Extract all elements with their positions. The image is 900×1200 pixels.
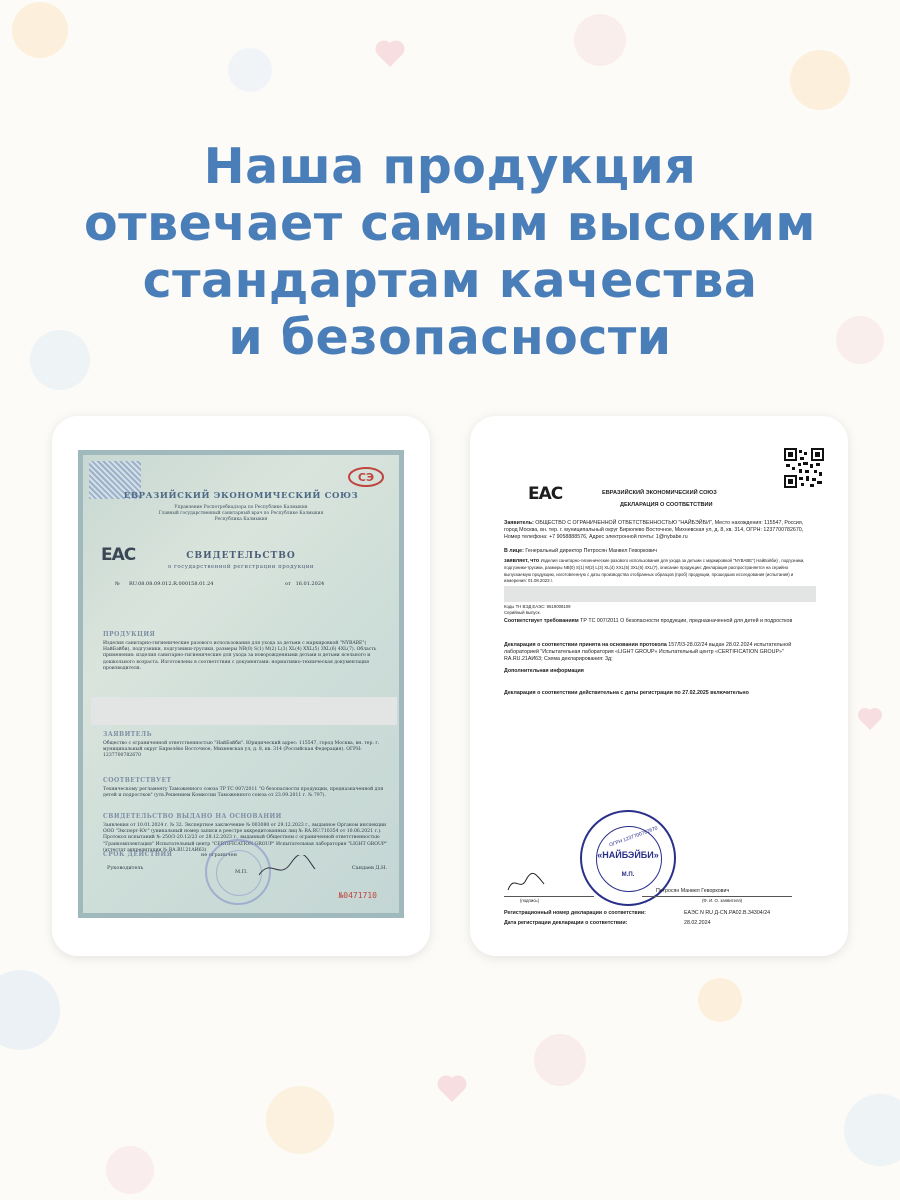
registration-certificate xyxy=(78,450,404,918)
decl-title: ДЕКЛАРАЦИЯ О СООТВЕТСТВИИ xyxy=(620,502,713,508)
signature-icon xyxy=(506,872,546,894)
certificate-card xyxy=(52,416,430,956)
stamp-mp: М.П. xyxy=(621,872,635,878)
decl-serial: Серийный выпуск. xyxy=(504,610,541,615)
eac-mark-icon: ЕАС xyxy=(528,484,563,504)
declaration-of-conformity xyxy=(492,444,826,924)
redacted-area xyxy=(91,697,397,725)
cert-term-heading: СРОК ДЕЙСТВИЯ xyxy=(103,851,173,858)
signature-line xyxy=(504,896,594,897)
stamp-brand: «НАЙБЭЙБИ» xyxy=(597,850,659,860)
eac-mark-icon: ЕАС xyxy=(101,545,136,565)
headline xyxy=(0,138,900,366)
cert-basis-text: Заявления от 10.01.2024 г. № 32. Экспертное заключение № 003080 от 29.12.2023 г., выданное Органом инспекции ООО "Эксперт-Юг" (уникальный номер записи в реестре аккредитованных лиц № RA.RU.710354 от 10.06.2021 г.). Протокол испытаний № 250/3-20.12/23 от 28.12.2023 г., выданный Обществом с ограниченной ответственностью "Гранкомплектация" Испытательный центр "CERTIFICATION GROUP" Испытательная лаборатория "LIGHT GROUP" (аттестат аккредитации № RA.RU.21АИ63) xyxy=(103,823,388,853)
cert-applicant-heading: ЗАЯВИТЕЛЬ xyxy=(103,731,153,738)
decl-reg-date-label: Дата регистрации декларации о соответствии: xyxy=(504,920,628,926)
cert-product-heading: ПРОДУКЦИЯ xyxy=(103,631,156,638)
decl-reg-number-row xyxy=(504,910,816,916)
customs-union-logo-icon xyxy=(347,467,385,487)
cert-date: от 16.01.2024 xyxy=(285,581,325,587)
cert-authority-3: Республика Калмыкия xyxy=(214,517,268,522)
decl-applicant: Заявитель: ОБЩЕСТВО С ОГРАНИЧЕННОЙ ОТВЕТСТВЕННОСТЬЮ "НАЙБЭЙБИ", Место нахождения: 115547, Россия, город Москва, вн. тер. г. муниципальный округ Бирюлево Восточное, Михневская ул, д. 8, кв. 314, ОГРН: 1237700782670, Номер телефона: +7 9058888576, Адрес электронной почты: 1@nybabe.ru xyxy=(504,520,804,540)
cert-number-label: № xyxy=(115,581,120,587)
decl-validity: Декларация о соответствии действительна с даты регистрации по 27.02.2025 включительно xyxy=(504,690,749,696)
declaration-card xyxy=(470,416,848,956)
cert-head-label: Руководитель xyxy=(107,865,144,871)
headline-line-1: Наша продукция xyxy=(203,138,697,195)
cert-basis-heading: СВИДЕТЕЛЬСТВО ВЫДАНО НА ОСНОВАНИИ xyxy=(103,813,282,820)
decl-reg-date-row xyxy=(504,920,816,926)
headline-line-2: отвечает самым высоким xyxy=(84,195,816,252)
decl-signer-name: Петросян Манвел Геворкович xyxy=(656,888,730,894)
cert-serial: №0471710 xyxy=(338,891,377,900)
cert-term-value: не ограничен xyxy=(201,852,237,858)
cert-applicant-text: Общество с ограниченной ответственностью "НайБэйби". Юридический адрес: 115547, город Москва, вн. тер. г. муниципальный округ Бирюлёво Восточное, Михневская ул, д. 8, кв. 314 (Российская Федерация). ОГРН: 1237700782670 xyxy=(103,741,380,759)
decl-reg-number: ЕАЭС N RU Д-CN.РА02.В.34304/24 xyxy=(684,910,771,916)
decl-basis: Декларация о соответствии принята на основании протокола 157Л/3-28.02/24 выдан 28.02.2024 испытательной лабораторией "Испытательная лаборатория «LIGHT GROUP» Испытательный центр «CERTIFICATION GROUP»" RA.RU.21АИ63; Схема декларирования: 3д; xyxy=(504,642,792,662)
decl-union: ЕВРАЗИЙСКИЙ ЭКОНОМИЧЕСКИЙ СОЮЗ xyxy=(602,490,717,496)
cert-product-text: Изделия санитарно-гигиенические разового использования для ухода за детьми с маркировкой "NYBABE"( НайБэйби), подгузники, подгузники-трусики, размеры NB(0) S(1) M(2) L(3) XL(4) XXL(5) 3XL(6) 4XL(7). Область применения: изделия санитарно-гигиенические для ухода за новорожденными детьми и детьми ясельного и дошкольного возраста. Изготовлены в соответствии с документами: нормативно-техническая документация производителя. xyxy=(103,641,377,671)
decl-sig-label: (подпись) xyxy=(520,898,540,903)
qr-code-icon xyxy=(784,448,824,488)
cert-number: RU.08.08.09.012.R.000158.01.24 xyxy=(129,581,214,587)
cert-conforms-heading: СООТВЕТСТВУЕТ xyxy=(103,777,172,784)
decl-name-label: (Ф. И. О. заявителя) xyxy=(702,898,743,903)
decl-reg-number-label: Регистрационный номер декларации о соответствии: xyxy=(504,910,646,916)
decl-requirements: Соответствует требованиям ТР ТС 007/2011 О безопасности продукции, предназначенной для детей и подростков xyxy=(504,618,793,624)
stamp-ogrn: ОГРН 1237700782670 xyxy=(608,825,659,849)
decl-extra-info: Дополнительная информация xyxy=(504,668,584,674)
signature-icon xyxy=(257,855,317,879)
redacted-area xyxy=(504,586,816,602)
decl-codes: Коды ТН ВЭД ЕАЭС: 9619008109 xyxy=(504,604,571,609)
decl-reg-date: 28.02.2024 xyxy=(684,920,711,926)
cert-authority-2: Главный государственный санитарный врач по Республике Калмыкия xyxy=(158,511,324,516)
cert-signature-row xyxy=(107,865,387,875)
cert-authority-1: Управление Роспотребнадзора по Республике Калмыкия xyxy=(174,505,308,510)
cert-title: СВИДЕТЕЛЬСТВО xyxy=(186,551,296,561)
cert-conforms-text: Техническому регламенту Таможенного союза ТР ТС 007/2011 "О безопасности продукции, предназначенной для детей и подростков" (утв.Решением Комиссии Таможенного союза от 23.09.2011 г. № 797). xyxy=(103,787,384,799)
headline-line-4: и безопасности xyxy=(228,309,672,366)
cert-union-title: ЕВРАЗИЙСКИЙ ЭКОНОМИЧЕСКИЙ СОЮЗ xyxy=(123,491,359,501)
svg-text:СЭ: СЭ xyxy=(357,471,375,484)
cert-head-name: Сандаев Д.Н. xyxy=(351,865,387,871)
cert-subtitle: о государственной регистрации продукции xyxy=(167,564,315,570)
name-line xyxy=(642,896,792,897)
headline-line-3: стандартам качества xyxy=(142,252,758,309)
decl-claims: заявляет, что Изделия санитарно-гигиенические разового использования для ухода за детьми с маркировкой "NYBABE"( НайБэйби) , подгузники, подгузники-трусики, размеры NB(0) S(1) M(2) L(3) XL(4) XXL(5) 3XL(6) 4XL(7), описание продукции: Декларация распространяется на серийно выпускаемую продукцию, изготовленную с даты производства отобранных образцов (проб) продукции, прошедших исследования (испытания) и измерения: 01.08.2023 г. xyxy=(504,558,805,584)
decl-person: В лице: Генеральный директор Петросян Манвел Геворкович xyxy=(504,548,657,554)
cert-mp: М.П. xyxy=(235,869,248,875)
